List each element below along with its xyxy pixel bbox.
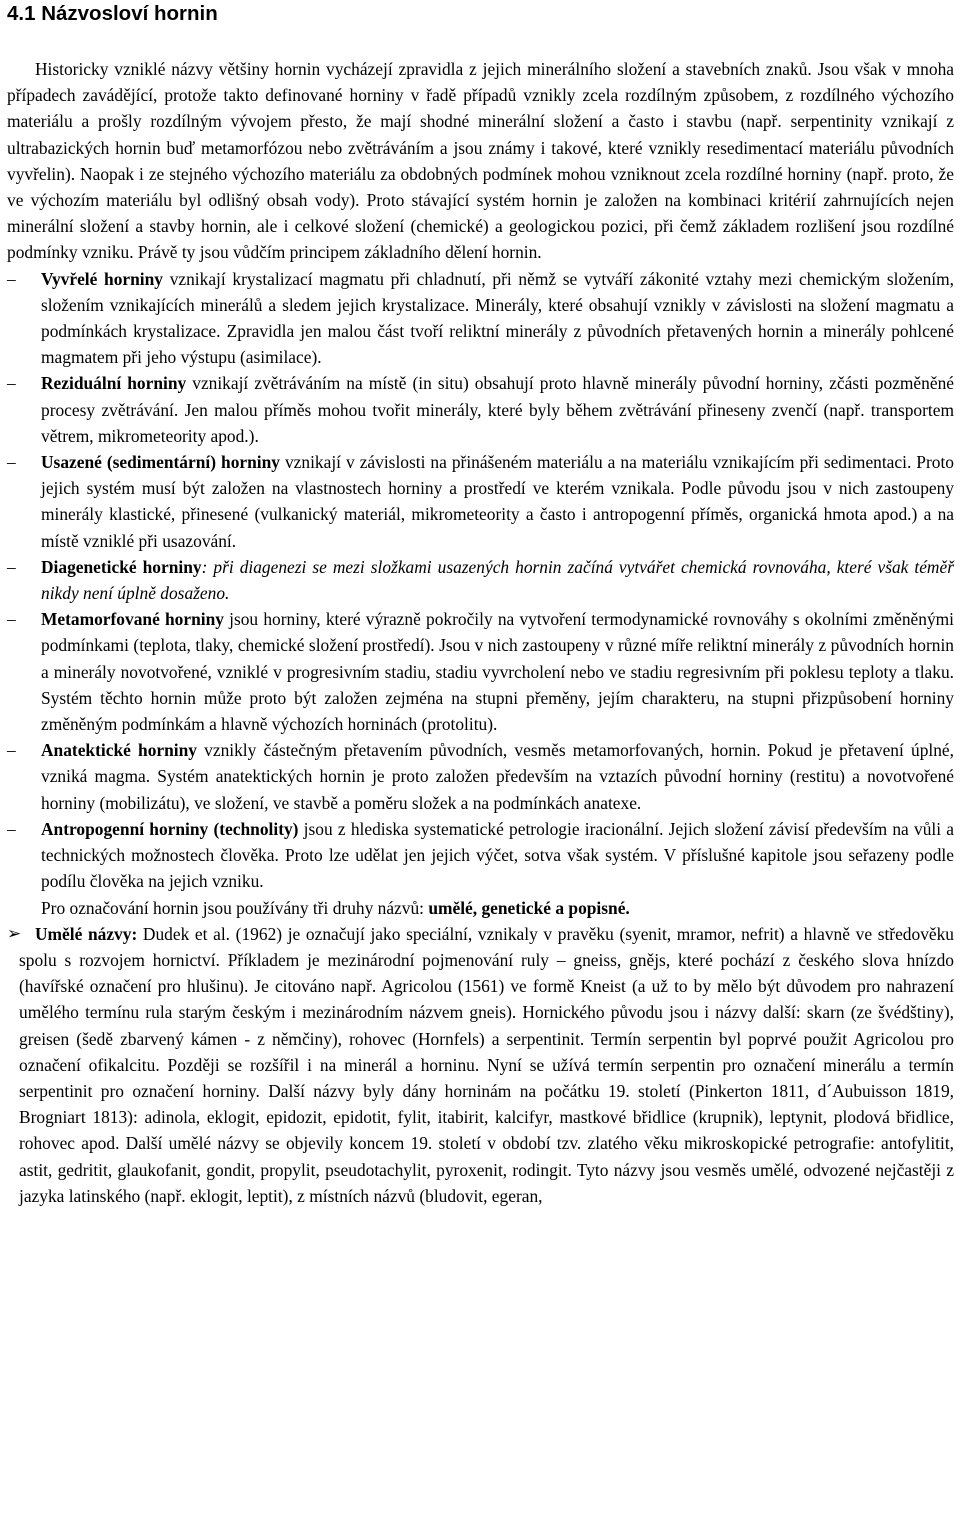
list-item (7, 449, 954, 554)
dash-marker: – (7, 818, 16, 839)
list-item-text (41, 370, 954, 449)
definition: vznikají krystalizací magmatu při chladnutí, při němž se vytváří zákonité vztahy mezi chemickým složením, složením vznikajících minerálů a sledem jejich krystalizace. Minerály, které obsahují vznikly v závislosti na složení magmatu a podmínkách krystalizace. Zpravidla jen malou část tvoří reliktní minerály z původních přetavených hornin a minerály pohlcené magmatem při jeho výstupu (asimilace). (41, 268, 954, 368)
dash-marker: – (7, 740, 16, 761)
closing-bold: umělé, genetické a popisné. (428, 897, 630, 918)
dash-marker: – (7, 373, 16, 394)
dash-marker: – (7, 609, 16, 630)
arrow-bullet-icon: ➢ (7, 923, 22, 943)
rock-types-list (7, 266, 954, 895)
list-item-text (41, 266, 954, 371)
definition: vznikají v závislosti na přinášeném materiálu a na materiálu vznikajícím při sedimentaci. Proto jejich systém musí být založen na vlastnostech horniny a prostředí ve kterém vznikala. Podle původu jsou v nich zastoupeny minerály klastické, přinesené (vulkanický materiál, mikrometeority a často i antropogenní příměs, organická hmota apod.) a na místě vzniklé při usazování. (41, 452, 954, 551)
arrow-list-item (7, 921, 954, 1209)
list-item-text (41, 554, 954, 606)
list-item (7, 737, 954, 816)
dash-marker: – (7, 452, 16, 473)
term: Antropogenní horniny (technolity) (41, 818, 299, 839)
closing-text: Pro označování hornin jsou používány tři druhy názvů: (41, 897, 429, 918)
definition: vznikají zvětráváním na místě (in situ) obsahují proto hlavně minerály původní horniny, zčásti pozměněné procesy zvětrávání. Jen malou příměs mohou tvořit minerály, které byly během zvětrávání přineseny zvenčí (např. transportem větrem, mikrometeority apod.). (41, 373, 954, 446)
dash-marker: – (7, 556, 16, 577)
term: Diagenetické horniny (41, 556, 202, 577)
arrow-item-text (19, 921, 954, 1209)
definition: : při diagenezi se mezi složkami usazených hornin začíná vytvářet chemická rovnováha, které však téměř nikdy není úplně dosaženo. (41, 556, 954, 604)
term: Usazené (sedimentární) horniny (41, 452, 280, 473)
list-item-text (41, 606, 954, 737)
definition: jsou z hlediska systematické petrologie iracionální. Jejich složení závisí především na vůli a technických možnostech člověka. Proto lze udělat jen jejich výčet, sotva však systém. V příslušné kapitole jsou seřazeny podle podílu člověka na jejich vzniku. (41, 818, 954, 892)
list-item (7, 606, 954, 737)
term: Reziduální horniny (41, 373, 187, 394)
list-item-text (41, 737, 954, 816)
term: Umělé názvy: (35, 923, 138, 944)
section-heading: 4.1 Názvosloví hornin (7, 2, 218, 25)
list-item (7, 370, 954, 449)
definition: jsou horniny, které výrazně pokročily na vytvoření termodynamické rovnováhy s okolními změněnými podmínkami (teplota, tlaky, chemické složení prostředí). Jsou v nich zastoupeny v různé míře reliktní minerály z původních hornin a minerály novotvořené, vzniklé v progresivním stadiu, stadiu vyvrcholení nebo ve stadiu regresivním při poklesu teploty a tlaku. Systém těchto hornin může proto být založen zejména na stupni přeměny, jejím charakteru, na stupni přizpůsobení horniny změněným podmínkám a hlavně výchozích horninách (protolitu). (41, 609, 954, 735)
definition: Dudek et al. (1962) je označují jako speciální, vznikaly v pravěku (syenit, mramor, nefrit) a hlavně ve středověku spolu s rozvojem hornictví. Příkladem je mezinárodní pojmenování ruly – gneiss, gnějs, které pochází z českého slova hnízdo (havířské označení pro hlušinu). Je citováno např. Agricolou (1561) ve formě Kneist (a už to by mělo být důvodem pro nahrazení umělého termínu rula starým českým i mezinárodním názvem gneis). Hornického původu jsou i názvy další: skarn (ze švédštiny), greisen (šedě zbarvený kámen - z němčiny), rohovec (Hornfels) a serpentinit. Termín serpentin byl poprvé použit Agricolou pro označení ofikalcitu. Později se rozšířil i na minerál a horninu. Nyní se užívá termín serpentin pro označení minerálu a termín serpentinit pro označení horniny. Další názvy byly dány horninám na počátku 19. století (Pinkerton 1811, d´Aubuisson 1819, Brogniart 1813): adinola, eklogit, epidozit, epidotit, fylit, itabirit, kalcifyr, mastkové břidlice (krupnik), leptynit, plodová břidlice, rohovec apod. Další umělé názvy se objevily koncem 19. století v období tzv. zlatého věku mikroskopické petrografie: antofylitit, astit, gedritit, glaukofanit, gondit, propylit, pseudotachylit, pyroxenit, rodingit. Tyto názvy jsou vesměs umělé, odvozené nejčastěji z jazyka latinského (např. eklogit, leptit), z místních názvů (bludovit, egeran, (19, 923, 955, 1206)
term: Anatektické horniny (41, 740, 197, 761)
list-item-text (41, 816, 954, 895)
list-item (7, 816, 954, 895)
list-item (7, 554, 954, 606)
dash-marker: – (7, 268, 16, 289)
list-item (7, 266, 954, 371)
term: Metamorfované horniny (41, 609, 224, 630)
list-item-text (41, 449, 954, 554)
term: Vyvřelé horniny (41, 268, 163, 289)
closing-paragraph (7, 895, 954, 921)
intro-paragraph: Historicky vzniklé názvy většiny hornin vycházejí zpravidla z jejich minerálního složení a stavebních znaků. Jsou však v mnoha případech zavádějící, protože takto definované horniny v řadě případů vznikly zcela rozdílným způsobem, z rozdílného výchozího materiálu a prošly rozdílným vývojem přesto, že mají shodné minerální složení a často i stavbu (např. serpentinity vznikají z ultrabazických hornin buď metamorfózou nebo zvětráváním a jsou známy i takové, které vznikly resedimentací materiálu původních vyvřelin). Naopak i ze stejného výchozího materiálu za obdobných podmínek mohou vzniknout zcela rozdílné horniny (např. proto, že ve výchozím materiálu byl odlišný obsah vody). Proto stávající systém hornin je založen na kombinaci kritérií zahrnujících nejen minerální složení a stavby hornin, ale i celkové složení (chemické) a geologickou pozici, při čemž základem rozlišení jsou rozdílné podmínky vzniku. Právě ty jsou vůdčím principem základního dělení hornin. (7, 59, 954, 263)
definition: vznikly částečným přetavením původních, vesměs metamorfovaných, hornin. Pokud je přetavení úplné, vzniká magma. Systém anatektických hornin je proto založen především na vztazích původní horniny (restitu) a novotvořené horniny (mobilizátu), ve složení, ve stavbě a poměru složek a na podmínkách anatexe. (41, 740, 954, 813)
